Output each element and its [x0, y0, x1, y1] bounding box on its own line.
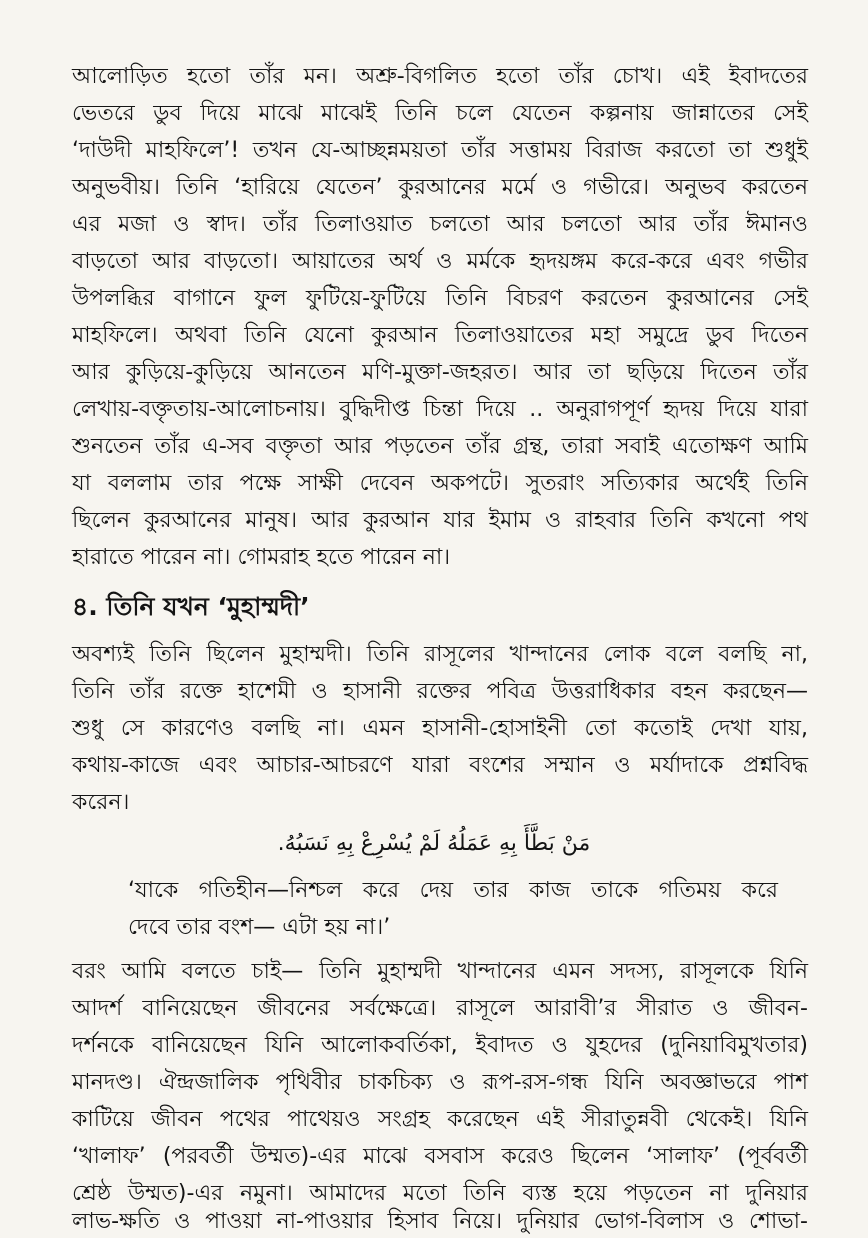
text-line: আদর্শ বানিয়েছেন জীবনের সর্বক্ষেত্রে। রাসূলে আরাবী’র সীরাত ও জীবন- — [72, 996, 808, 1021]
text-line: বাড়তো আর বাড়তো। আয়াতের অর্থ ও মর্মকে হৃদয়ঙ্গম করে-করে এবং গভীর — [72, 249, 808, 274]
section-heading: ৪. তিনি যখন ‘মুহাম্মদী’ — [72, 592, 310, 621]
text-line: এর মজা ও স্বাদ। তাঁর তিলাওয়াত চলতো আর চলতো আর তাঁর ঈমানও — [72, 212, 808, 237]
text-line: দর্শনকে বানিয়েছেন যিনি আলোকবর্তিকা, ইবাদত ও যুহদের (দুনিয়াবিমুখতার) — [72, 1033, 808, 1058]
text-line: ছিলেন কুরআনের মানুষ। আর কুরআন যার ইমাম ও রাহবার তিনি কখনো পথ — [72, 508, 808, 533]
text-line: ‘দাউদী মাহফিলে’! তখন যে-আচ্ছন্নময়তা তাঁর সত্তাময় বিরাজ করতো তা শুধুই — [72, 138, 808, 163]
quote-line: ‘যাকে গতিহীন—নিশ্চল করে দেয় তার কাজ তাকে গতিময় করে — [128, 878, 778, 903]
text-line: তিনি তাঁর রক্তে হাশেমী ও হাসানী রক্তের পবিত্র উত্তরাধিকার বহন করছেন— — [72, 679, 808, 704]
text-line: শুনতেন তাঁর এ-সব বক্তৃতা আর পড়তেন তাঁর গ্রন্থ, তারা সবাই এতোক্ষণ আমি — [72, 434, 808, 459]
text-line: শ্রেষ্ঠ উম্মত)-এর নমুনা। আমাদের মতো তিনি ব্যস্ত হয়ে পড়তেন না দুনিয়ার — [72, 1181, 808, 1206]
text-line: হারাতে পারেন না। গোমরাহ হতে পারেন না। — [72, 545, 451, 570]
text-line: ‘খালাফ’ (পরবর্তী উম্মত)-এর মাঝে বসবাস করেও ছিলেন ‘সালাফ’ (পূর্ববর্তী — [72, 1144, 808, 1169]
text-line: মাহফিলে। অথবা তিনি যেনো কুরআন তিলাওয়াতের মহা সমুদ্রে ডুব দিতেন — [72, 323, 808, 348]
text-line: কথায়-কাজে এবং আচার-আচরণে যারা বংশের সম্মান ও মর্যাদাকে প্রশ্নবিদ্ধ — [72, 753, 808, 778]
text-line: অবশ্যই তিনি ছিলেন মুহাম্মদী। তিনি রাসূলের খান্দানের লোক বলে বলছি না, — [72, 642, 808, 667]
quote-line: দেবে তার বংশ— এটা হয় না।’ — [128, 915, 391, 940]
text-line: ভেতরে ডুব দিয়ে মাঝে মাঝেই তিনি চলে যেতেন কল্পনায় জান্নাতের সেই — [72, 101, 808, 126]
text-line: মানদণ্ড। ঐন্দ্রজালিক পৃথিবীর চাকচিক্য ও রূপ-রস-গন্ধ যিনি অবজ্ঞাভরে পাশ — [72, 1070, 808, 1095]
text-line: কাটিয়ে জীবন পথের পাথেয়ও সংগ্রহ করেছেন এই সীরাতুন্নবী থেকেই। যিনি — [72, 1107, 808, 1132]
text-line: বরং আমি বলতে চাই— তিনি মুহাম্মদী খান্দানের এমন সদস্য, রাসূলকে যিনি — [72, 959, 808, 984]
text-line: আলোড়িত হতো তাঁর মন। অশ্রু-বিগলিত হতো তাঁর চোখ। এই ইবাদতের — [72, 64, 808, 89]
arabic-quotation: مَنْ بَطَّأَ بِهِ عَمَلُهُ لَمْ يُسْرِعْ بِهِ نَسَبُهُ. — [277, 831, 591, 856]
text-line: আর কুড়িয়ে-কুড়িয়ে আনতেন মণি-মুক্তা-জহরত। আর তা ছড়িয়ে দিতেন তাঁর — [72, 360, 808, 385]
text-line: শুধু সে কারণেও বলছি না। এমন হাসানী-হোসাইনী তো কতোই দেখা যায়, — [72, 716, 808, 741]
text-line: অনুভবীয়। তিনি ‘হারিয়ে যেতেন’ কুরআনের মর্মে ও গভীরে। অনুভব করতেন — [72, 175, 808, 200]
text-line: উপলব্ধির বাগানে ফুল ফুটিয়ে-ফুটিয়ে তিনি বিচরণ করতেন কুরআনের সেই — [72, 286, 808, 311]
text-line: করেন। — [72, 790, 130, 815]
text-line: লেখায়-বক্তৃতায়-আলোচনায়। বুদ্ধিদীপ্ত চিন্তা দিয়ে .. অনুরাগপূর্ণ হৃদয় দিয়ে যারা — [72, 397, 808, 422]
text-line: লাভ-ক্ষতি ও পাওয়া না-পাওয়ার হিসাব নিয়ে। দুনিয়ার ভোগ-বিলাস ও শোভা- — [72, 1209, 808, 1234]
text-line: যা বললাম তার পক্ষে সাক্ষী দেবেন অকপটে। সুতরাং সত্যিকার অর্থেই তিনি — [72, 471, 808, 496]
